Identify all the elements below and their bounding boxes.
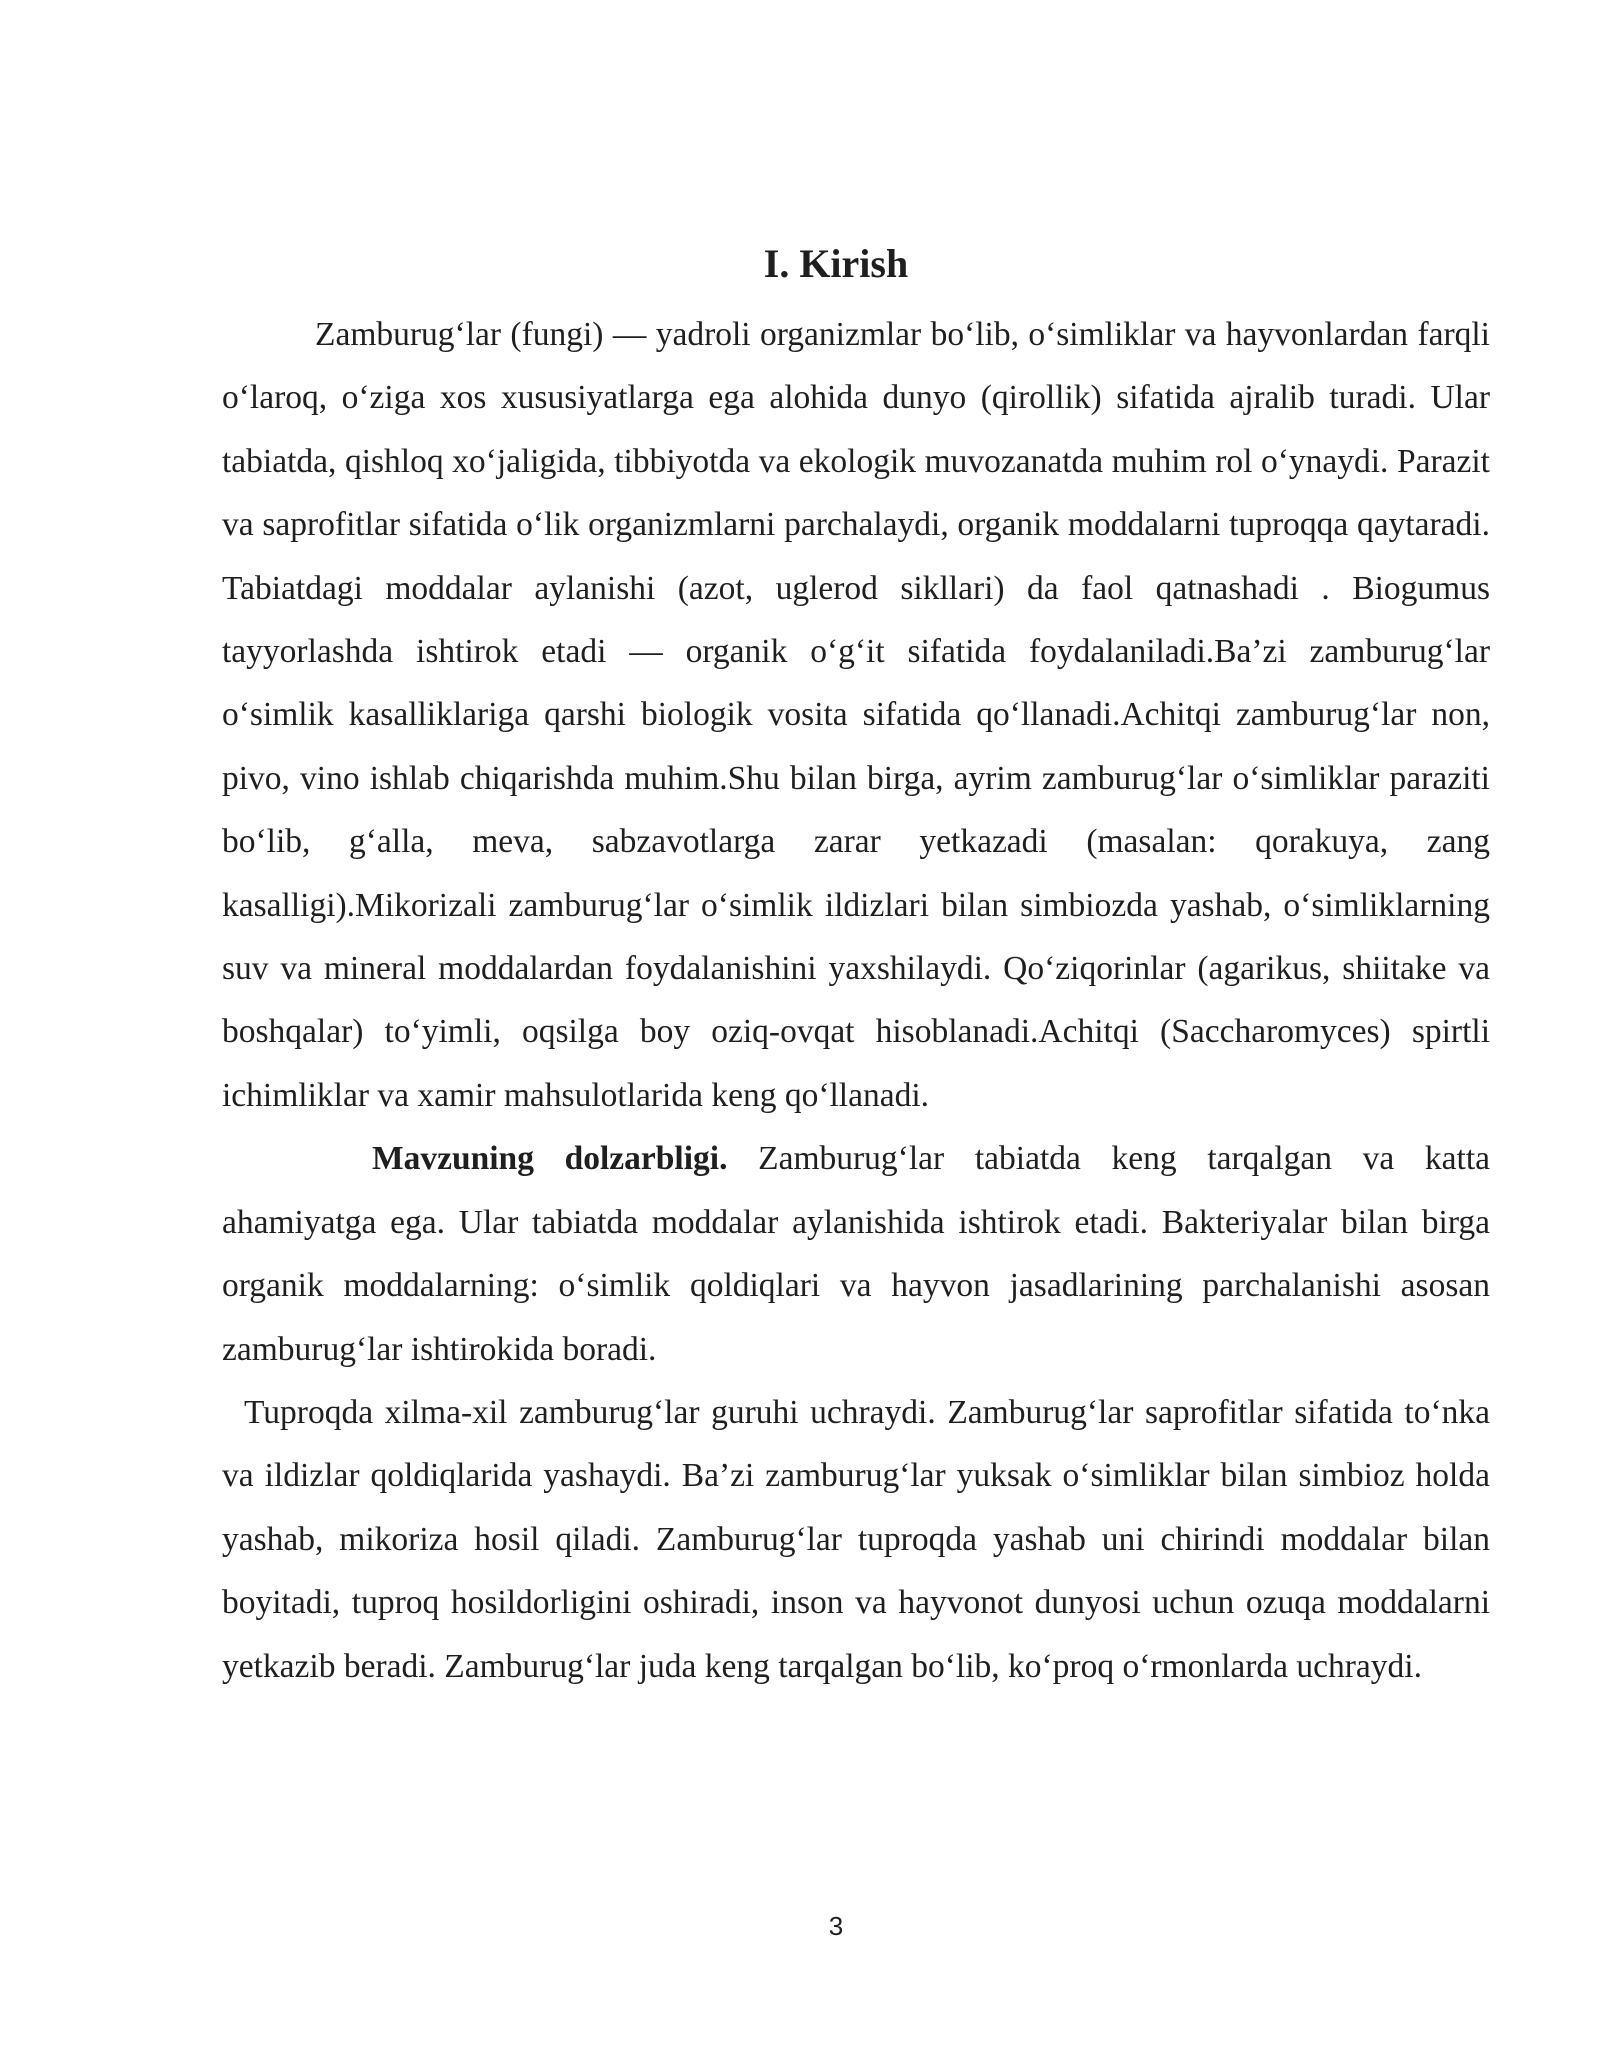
soil-fungi-paragraph: Tuproqda xilma-xil zamburug‘lar guruhi uchraydi. Zamburug‘lar saprofitlar sifatida to‘nka va ildizlar qoldiqlarida yashaydi. Ba’zi zamburug‘lar yuksak o‘simliklar bilan simbioz holda yashab, mikoriza hosil qiladi. Zamburug‘lar tuproqda yashab uni chirindi moddalar bilan boyitadi, tuproq hosildorligini oshiradi, inson va hayvonot dunyosi uchun ozuqa moddalarni yetkazib beradi. Zamburug‘lar juda keng tarqalgan bo‘lib, ko‘proq o‘rmonlarda uchraydi. [222,1393,1490,1685]
section-heading: I. Kirish [763,241,909,286]
document-body [222,303,1490,1698]
intro-paragraph: Zamburug‘lar (fungi) — yadroli organizmlar bo‘lib, o‘simliklar va hayvonlardan farqli o‘laroq, o‘ziga xos xususiyatlarga ega alohida dunyo (qirollik) sifatida ajralib turadi. Ular tabiatda, qishloq xo‘jaligida, tibbiyotda va ekologik muvozanatda muhim rol o‘ynaydi. Parazit va saprofitlar sifatida o‘lik organizmlarni parchalaydi, organik moddalarni tuproqqa qaytaradi. Tabiatdagi moddalar aylanishi (azot, uglerod sikllari) da faol qatnashadi . Biogumus tayyorlashda ishtirok etadi — organik o‘g‘it sifatida foydalaniladi.Ba’zi zamburug‘lar o‘simlik kasalliklariga qarshi biologik vosita sifatida qo‘llanadi.Achitqi zamburug‘lar non, pivo, vino ishlab chiqarishda muhim.Shu bilan birga, ayrim zamburug‘lar o‘simliklar paraziti bo‘lib, g‘alla, meva, sabzavotlarga zarar yetkazadi (masalan: qorakuya, zang kasalligi).Mikorizali zamburug‘lar o‘simlik ildizlari bilan simbiozda yashab, o‘simliklarning suv va mineral moddalardan foydalanishini yaxshilaydi. Qo‘ziqorinlar (agarikus, shiitake va boshqalar) to‘yimli, oqsilga boy oziq-ovqat hisoblanadi.Achitqi (Saccharomyces) spirtli ichimliklar va xamir mahsulotlarida keng qo‘llanadi. [222,316,1490,1114]
relevance-text: Zamburug‘lar tabiatda keng tarqalgan va katta ahamiyatga ega. Ular tabiatda moddalar aylanishida ishtirok etadi. Bakteriyalar bilan birga organik moddalarning: o‘simlik qoldiqlari va hayvon jasadlarining parchalanishi asosan zamburug‘lar ishtirokida boradi. [222,1140,1491,1368]
page-number: 3 [828,1911,844,1941]
relevance-heading: Mavzuning dolzarbligi. [372,1140,728,1178]
relevance-paragraph [222,1127,1490,1381]
